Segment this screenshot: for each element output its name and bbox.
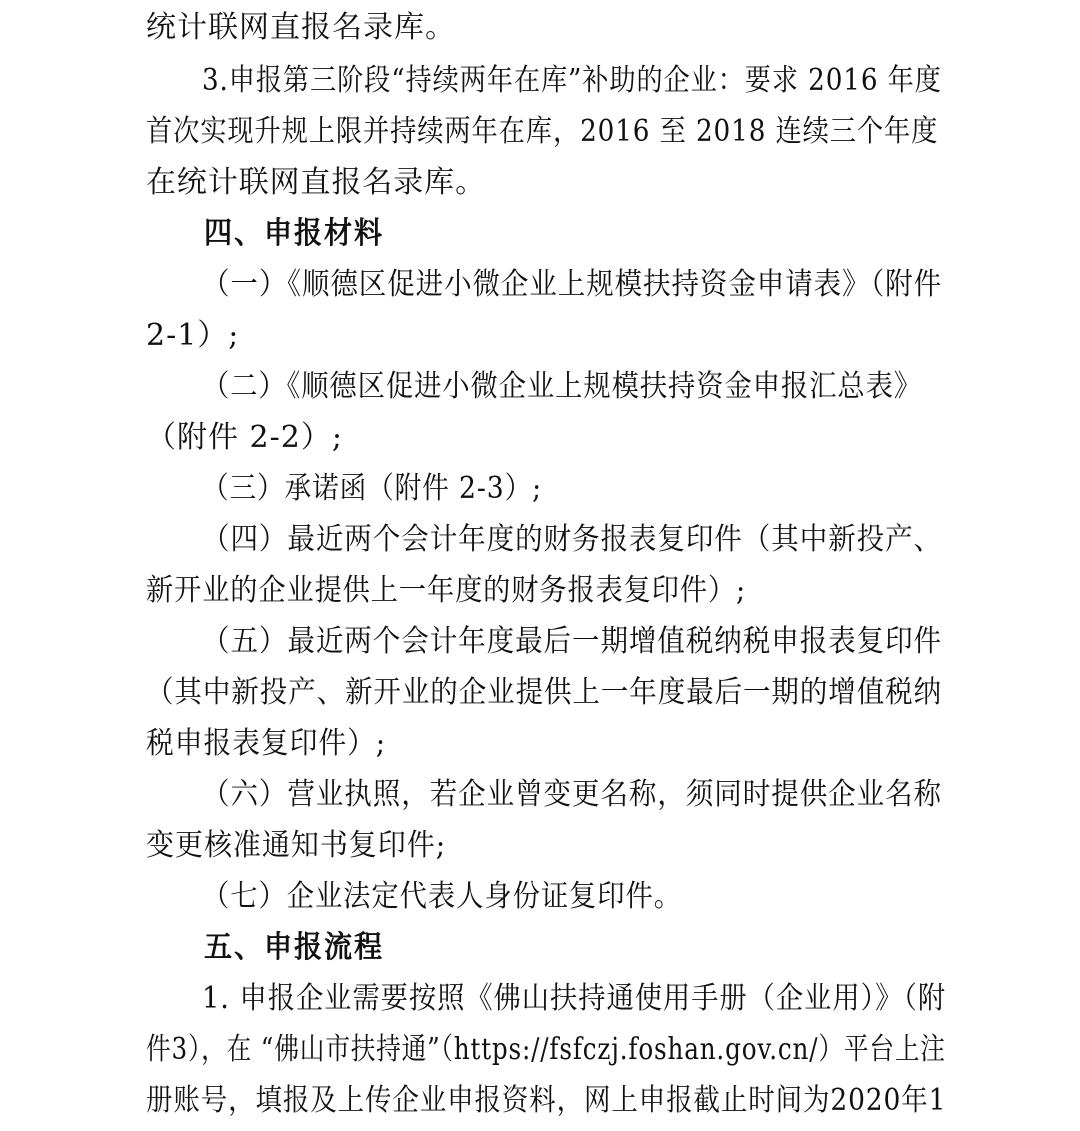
- paragraph-line-4: 在统计联网直报名录库。: [146, 165, 486, 200]
- list-item-1-line-2: 2-1）;: [146, 318, 240, 353]
- list-item-5-line-3: 税申报表复印件）;: [146, 726, 387, 761]
- list-item-7: （七）企业法定代表人身份证复印件。: [202, 879, 682, 914]
- process-step-1-line-3: 册账号，填报及上传企业申报资料，网上申报截止时间为2020年1: [146, 1083, 947, 1118]
- list-item-2-line-2: （附件 2-2）;: [146, 420, 343, 455]
- section-heading-materials: 四、申报材料: [204, 216, 384, 251]
- list-item-1-line-1: （一）《顺德区促进小微企业上规模扶持资金申请表》（附件: [202, 267, 942, 302]
- list-item-6-line-1: （六）营业执照，若企业曾变更名称，须同时提供企业名称: [202, 777, 942, 812]
- list-item-2-line-1: （二）《顺德区促进小微企业上规模扶持资金申报汇总表》: [202, 369, 922, 404]
- paragraph-line-3: 首次实现升规上限并持续两年在库，2016 至 2018 连续三个年度: [146, 114, 939, 149]
- paragraph-line-2: 3.申报第三阶段“持续两年在库”补助的企业：要求 2016 年度: [202, 63, 942, 98]
- process-step-1-line-1: 1. 申报企业需要按照《佛山扶持通使用手册（企业用）》（附: [202, 981, 947, 1016]
- paragraph-line-1: 统计联网直报名录库。: [146, 10, 456, 45]
- list-item-6-line-2: 变更核准通知书复印件;: [146, 828, 447, 863]
- list-item-4-line-2: 新开业的企业提供上一年度的财务报表复印件）;: [146, 573, 747, 608]
- list-item-5-line-1: （五）最近两个会计年度最后一期增值税纳税申报表复印件: [202, 624, 942, 659]
- process-step-1-line-2: 件3），在 “佛山市扶持通”（https://fsfczj.foshan.gov.cn/）平台上注: [146, 1032, 946, 1067]
- section-heading-process: 五、申报流程: [204, 930, 384, 965]
- list-item-4-line-1: （四）最近两个会计年度的财务报表复印件（其中新投产、: [202, 522, 942, 557]
- list-item-3: （三）承诺函（附件 2-3）;: [202, 471, 542, 506]
- list-item-5-line-2: （其中新投产、新开业的企业提供上一年度最后一期的增值税纳: [146, 675, 942, 710]
